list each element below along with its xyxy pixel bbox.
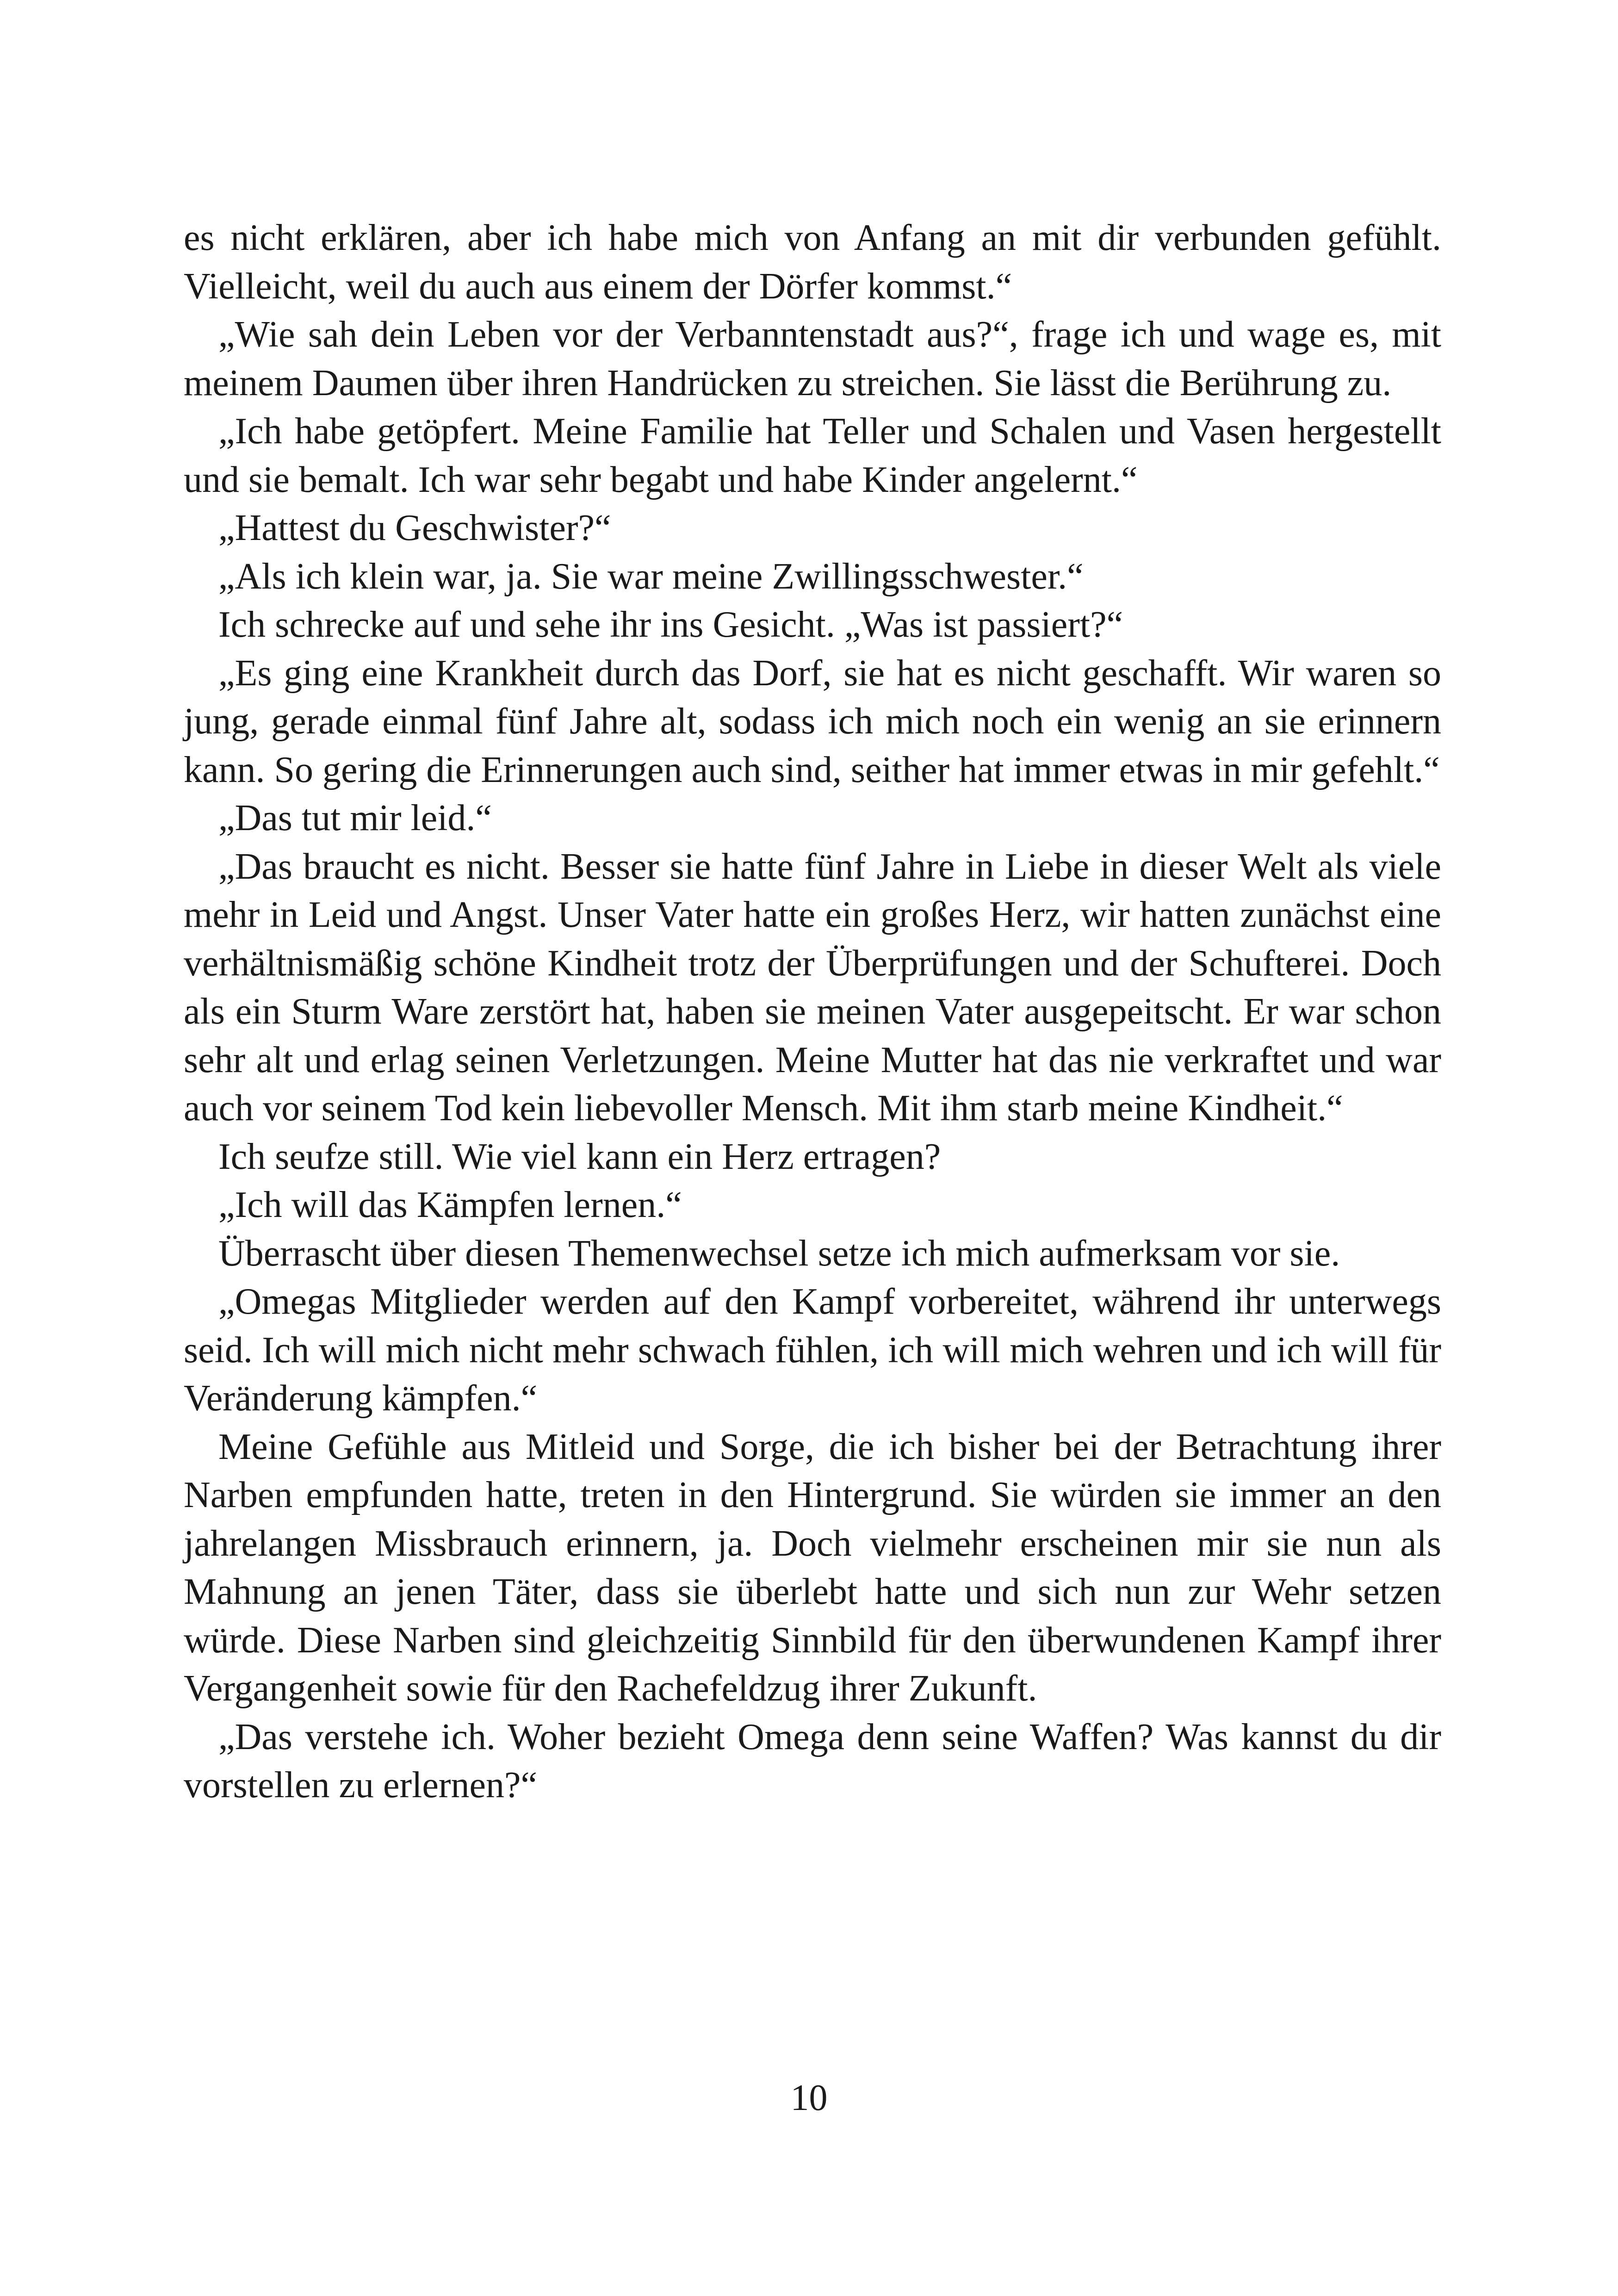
paragraph: „Das verstehe ich. Woher bezieht Omega denn seine Waffen? Was kannst du dir vorstellen zu erlernen?“ bbox=[184, 1716, 1441, 1806]
paragraph: Ich schrecke auf und sehe ihr ins Gesicht. „Was ist passiert?“ bbox=[218, 604, 1123, 645]
paragraph: Ich seufze still. Wie viel kann ein Herz ertragen? bbox=[218, 1136, 941, 1177]
paragraph: „Als ich klein war, ja. Sie war meine Zwillingsschwester.“ bbox=[218, 556, 1084, 597]
paragraph: Überrascht über diesen Themenwechsel setze ich mich aufmerksam vor sie. bbox=[218, 1233, 1340, 1274]
paragraph: „Ich will das Kämpfen lernen.“ bbox=[218, 1185, 682, 1225]
paragraph: „Wie sah dein Leben vor der Verbanntenstadt aus?“, frage ich und wage es, mit meinem Daumen über ihren Handrücken zu streichen. Sie lässt die Berührung zu. bbox=[184, 314, 1441, 403]
paragraph: „Omegas Mitglieder werden auf den Kampf vorbereitet, während ihr unterwegs seid. Ich will mich nicht mehr schwach fühlen, ich will mich wehren und ich will für Veränderung kämpfen.“ bbox=[184, 1281, 1441, 1419]
paragraph: es nicht erklären, aber ich habe mich von Anfang an mit dir verbunden gefühlt. Vielleicht, weil du auch aus einem der Dörfer kommst.“ bbox=[184, 217, 1441, 307]
page-number: 10 bbox=[790, 2078, 828, 2118]
paragraph: Meine Gefühle aus Mitleid und Sorge, die ich bisher bei der Betrachtung ihrer Narben empfunden hatte, treten in den Hintergrund. Sie würden sie immer an den jahrelangen Missbrauch erinnern, ja. Doch vielmehr erscheinen mir sie nun als Mahnung an jenen Täter, dass sie überlebt hatte und sich nun zur Wehr setzen würde. Diese Narben sind gleichzeitig Sinnbild für den überwundenen Kampf ihrer Vergangenheit sowie für den Rachefeldzug ihrer Zukunft. bbox=[184, 1426, 1441, 1709]
paragraph: „Es ging eine Krankheit durch das Dorf, sie hat es nicht geschafft. Wir waren so jung, gerade einmal fünf Jahre alt, sodass ich mich noch ein wenig an sie erinnern kann. So gering die Erinnerungen auch sind, seither hat immer etwas in mir gefehlt.“ bbox=[184, 652, 1441, 790]
book-page-text bbox=[184, 214, 1441, 1810]
paragraph: „Ich habe getöpfert. Meine Familie hat Teller und Schalen und Vasen hergestellt und sie bemalt. Ich war sehr begabt und habe Kinder angelernt.“ bbox=[184, 411, 1441, 500]
paragraph: „Das braucht es nicht. Besser sie hatte fünf Jahre in Liebe in dieser Welt als viele mehr in Leid und Angst. Unser Vater hatte ein großes Herz, wir hatten zunächst eine verhältnismäßig schöne Kindheit trotz der Überprüfungen und der Schufterei. Doch als ein Sturm Ware zerstört hat, haben sie meinen Vater ausgepeitscht. Er war schon sehr alt und erlag seinen Verletzungen. Meine Mutter hat das nie verkraftet und war auch vor seinem Tod kein liebevoller Mensch. Mit ihm starb meine Kindheit.“ bbox=[184, 846, 1441, 1129]
paragraph: „Hattest du Geschwister?“ bbox=[218, 508, 611, 548]
paragraph: „Das tut mir leid.“ bbox=[218, 798, 492, 838]
